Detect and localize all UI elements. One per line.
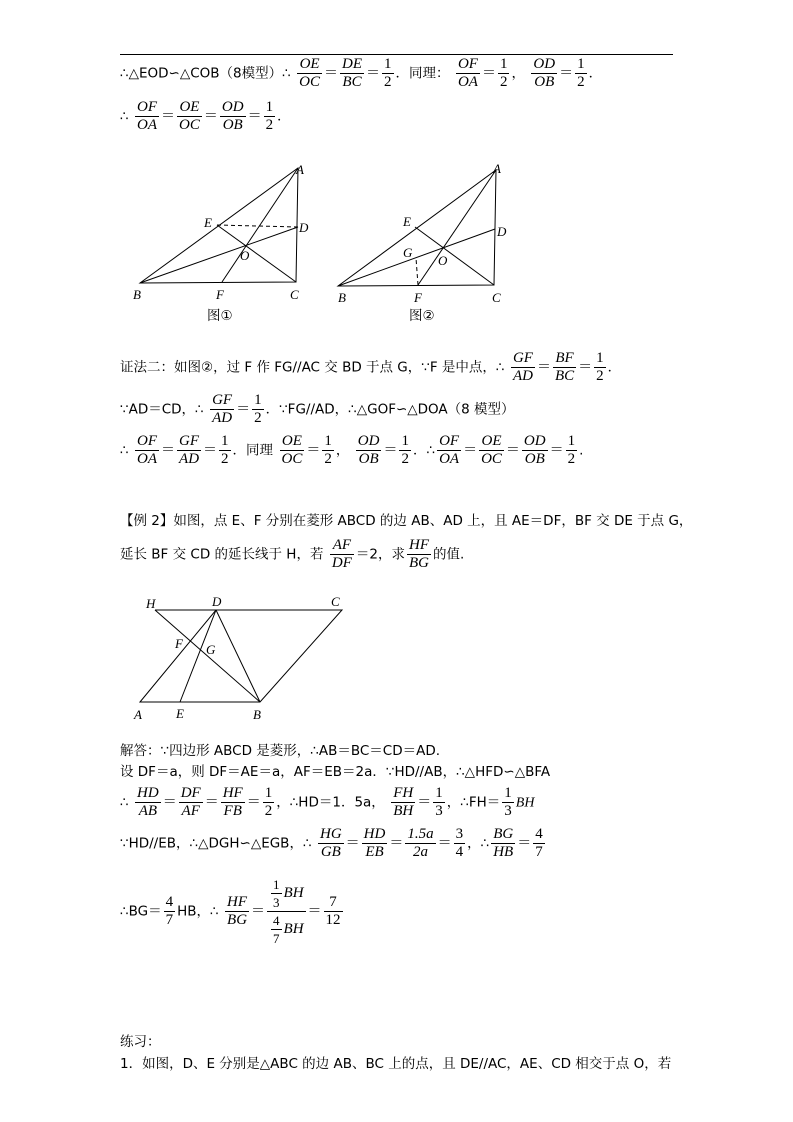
frac-hf-fb: $\frac{HF}{FB}$ [222,785,243,819]
fig2-label-c: C [492,290,501,305]
frac-hg-gb: $\frac{HG}{GB}$ [320,826,342,860]
frac-af-df: $\frac{AF}{DF}$ [331,537,352,571]
label-a: A [134,707,142,722]
frac-half: $\frac{1}{2}$ [221,433,229,467]
fig1-label-e: E [204,215,212,230]
label-h: H [146,596,156,611]
label-e: E [176,706,184,721]
fig1-label-o: O [240,248,250,263]
frac-fh-bh: $\frac{FH}{BH}$ [393,785,414,819]
frac-four-sevenths: $\frac{4}{7}$ [535,826,543,860]
label-b: B [253,707,261,722]
answer-line-2: 设 DF＝a，则 DF＝AE＝a，AF＝EB＝2a．∵HD//AB，∴△HFD∽△BFA [120,764,551,780]
frac-half: $\frac{1}{2}$ [265,99,274,133]
header-rule [120,54,673,55]
example2-line-1: 【例 2】如图，点 E、F 分别在菱形 ABCD 的边 AB、AD 上，且 AE＝DF，BF 交 DE 于点 G， [120,513,693,529]
frac-oe-oc: $\frac{OE}{OC}$ [281,433,303,467]
example2-line-2 [120,537,464,572]
proof2-line-3: ∴ $\frac{OF}{OA}$ ＝ $\frac{GF}{AD}$ ＝ $\frac{1}{2}$ ．同理 $\frac{OE}{OC}$ ＝ $\frac{1}{2}$ ， $\frac{OD}{OB}$ ＝ $\frac{1}{2}$ ．∴ $\frac{OF}{OA}$ ＝ $\frac{OE}{OC}$ ＝ $\frac{OD}{OB}$ ＝ $\frac{1}{2}$ . [120,433,584,467]
frac-gf-ad: $\frac{GF}{AD}$ [179,433,200,467]
text-ex2c: ＝2，求 [355,546,406,563]
frac-half: $\frac{1}{2}$ [254,392,262,426]
fig1-segment-ec [217,225,296,282]
fig1-caption: 图① [207,308,233,324]
frac-od-ob: $\frac{OD}{OB}$ [533,56,556,90]
fig2-segment-bd [338,229,495,286]
frac-half: $\frac{1}{2}$ [401,433,409,467]
text-fh-eq: ∴FH＝ [460,794,501,811]
fig1-label-c: C [290,287,299,302]
text-l1b: ．同理： [395,65,450,82]
text-ex2b: 延长 BF 交 CD 的延长线于 H，若 [120,546,324,563]
frac-oe-oc: $\frac{OE}{OC}$ [481,433,502,467]
frac-od-ob: $\frac{OD}{OB}$ [357,433,380,467]
segment-db [216,610,260,702]
frac-hd-ab: $\frac{HD}{AB}$ [137,785,159,819]
fig2-segment-af [418,170,496,285]
proof-line-1: ∴△EOD∽△COB（8模型）∴ $\frac{OE}{OC}$ ＝ $\frac{DE}{BC}$ ＝ $\frac{1}{2}$ ．同理： $\frac{OF}{OA}$ ＝ $\frac{1}{2}$ ， $\frac{OD}{OB}$ ＝ $\frac{1}{2}$ ． [120,56,603,90]
text-l3a: 证法二：如图②，过 F 作 FG//AC 交 BD 于点 G，∵F 是中点，∴ [120,359,505,376]
fig1-label-a: A [296,162,304,177]
proof2-line-1: 证法二：如图②，过 F 作 FG//AC 交 BD 于点 G，∵F 是中点，∴ $\frac{GF}{AD}$ ＝ $\frac{BF}{BC}$ ＝ $\frac{1}{2}$ ． [120,350,622,384]
fig2-label-e: E [403,214,411,229]
fig2-label-o: O [438,253,448,268]
fig1-dashed-ed [217,225,298,227]
text-ex2d: 的值. [433,546,465,563]
frac-seven-twelfths: $\frac{7}{12}$ [325,894,341,928]
practice-question-1: 1．如图，D、E 分别是△ABC 的边 AB、BC 上的点，且 DE//AC，AE、CD 相交于点 O，若 [120,1056,672,1072]
text-ans5b: HB，∴ [177,903,219,920]
answer-line-3: ∴ $\frac{HD}{AB}$ ＝ $\frac{DF}{AF}$ ＝ $\frac{HF}{FB}$ ＝ $\frac{1}{2}$ ，∴HD＝1．5a， $\frac{FH}{BH}$ ＝ $\frac{1}{3}$ ，∴FH＝ $\frac{1}{3}$ BH [120,785,535,819]
figures-1-2 [0,150,793,330]
frac-three-fourths: $\frac{3}{4}$ [455,826,464,860]
frac-third: $\frac{1}{3}$ [435,785,443,819]
frac-compound: $\frac{1}{3}$ BH $\frac{4}{7}$ BH [267,876,306,947]
fig1-label-d: D [299,220,309,235]
fig2-dashed-fg [416,258,418,285]
fig2-label-f: F [414,290,422,305]
fig2-label-b: B [338,290,346,305]
frac-of-oa: $\frac{OF}{OA}$ [137,99,158,133]
frac-half: $\frac{1}{2}$ [384,56,392,90]
fig1-label-b: B [133,287,141,302]
answer-line-4: ∵HD//EB，∴△DGH∽△EGB，∴ $\frac{HG}{GB}$ ＝ $\frac{HD}{EB}$ ＝ $\frac{1.5a}{2a}$ ＝ $\frac{3}{4}$ ，∴ $\frac{BG}{HB}$ ＝ $\frac{4}{7}$ [120,826,543,860]
text-ans3a: ，∴HD＝1．5a， [276,794,385,811]
frac-of-oa: $\frac{OF}{OA}$ [457,56,478,90]
frac-od-ob: $\frac{OD}{OB}$ [221,99,244,133]
label-f: F [175,636,183,651]
fig1-label-f: F [216,287,224,302]
frac-half: $\frac{1}{2}$ [567,433,576,467]
text-ans5a: ∴BG＝ [120,903,162,920]
frac-oe-oc: $\frac{OE}{OC}$ [299,56,321,90]
frac-de-bc: $\frac{DE}{BC}$ [342,56,363,90]
label-d: D [212,594,222,609]
frac-hd-eb: $\frac{HD}{EB}$ [363,826,386,860]
fig2-segment-ec [415,227,494,285]
fig1-segment-bd [140,227,298,283]
frac-df-af: $\frac{DF}{AF}$ [180,785,201,819]
text-ans4a: ∵HD//EB，∴△DGH∽△EGB，∴ [120,835,312,852]
proof2-line-2: ∵AD＝CD，∴ $\frac{GF}{AD}$ ＝ $\frac{1}{2}$ ．∵FG//AD，∴△GOF∽△DOA（8 模型） [120,392,515,426]
frac-hf-bg-final: $\frac{HF}{BG}$ [227,894,248,928]
frac-bf-bc: $\frac{BF}{BC}$ [554,350,575,384]
text-l4a: ∵AD＝CD，∴ [120,401,204,418]
figure-rhombus [0,590,793,730]
text-bh: BH [515,795,535,811]
fig2-label-d: D [497,224,507,239]
answer-line-5: ∴BG＝ $\frac{4}{7}$ HB，∴ $\frac{HF}{BG}$ ＝ $\frac{1}{3}$ BH $\frac{4}{7}$ BH ＝ $\frac{7}{12}$ [120,877,341,946]
frac-half: $\frac{1}{2}$ [324,433,332,467]
label-c: C [331,594,340,609]
frac-gf-ad: $\frac{GF}{AD}$ [512,350,533,384]
label-g: G [206,642,216,657]
practice-heading: 练习： [120,1034,161,1050]
frac-half: $\frac{1}{2}$ [499,56,508,90]
fig2-caption: 图② [409,308,435,324]
frac-15a-2a: $\frac{1.5a}{2a}$ [407,826,434,860]
frac-gf-ad: $\frac{GF}{AD}$ [212,392,233,426]
frac-half: $\frac{1}{2}$ [577,56,585,90]
frac-od-ob: $\frac{OD}{OB}$ [523,433,546,467]
frac-bg-hb: $\frac{BG}{HB}$ [493,826,514,860]
frac-third: $\frac{1}{3}$ [504,785,512,819]
fig2-label-g: G [403,245,413,260]
frac-of-oa: $\frac{OF}{OA}$ [439,433,460,467]
proof-line-2: ∴ $\frac{OF}{OA}$ ＝ $\frac{OE}{OC}$ ＝ $\frac{OD}{OB}$ ＝ $\frac{1}{2}$ ． [120,99,291,133]
frac-half: $\frac{1}{2}$ [596,350,604,384]
frac-hf-bg: $\frac{HF}{BG}$ [409,537,430,571]
text-l5b: ．同理 [232,442,274,459]
text-l4b: ．∵FG//AD，∴△GOF∽△DOA（8 模型） [265,401,515,418]
frac-oe-oc: $\frac{OE}{OC}$ [179,99,200,133]
answer-line-1: 解答：∵四边形 ABCD 是菱形，∴AB＝BC＝CD＝AD. [120,743,441,759]
frac-four-sevenths: $\frac{4}{7}$ [165,894,174,928]
text-l1a: ∴△EOD∽△COB（8模型）∴ [120,65,291,82]
frac-half: $\frac{1}{2}$ [264,785,273,819]
frac-of-oa: $\frac{OF}{OA}$ [137,433,158,467]
fig2-label-a: A [493,161,501,176]
